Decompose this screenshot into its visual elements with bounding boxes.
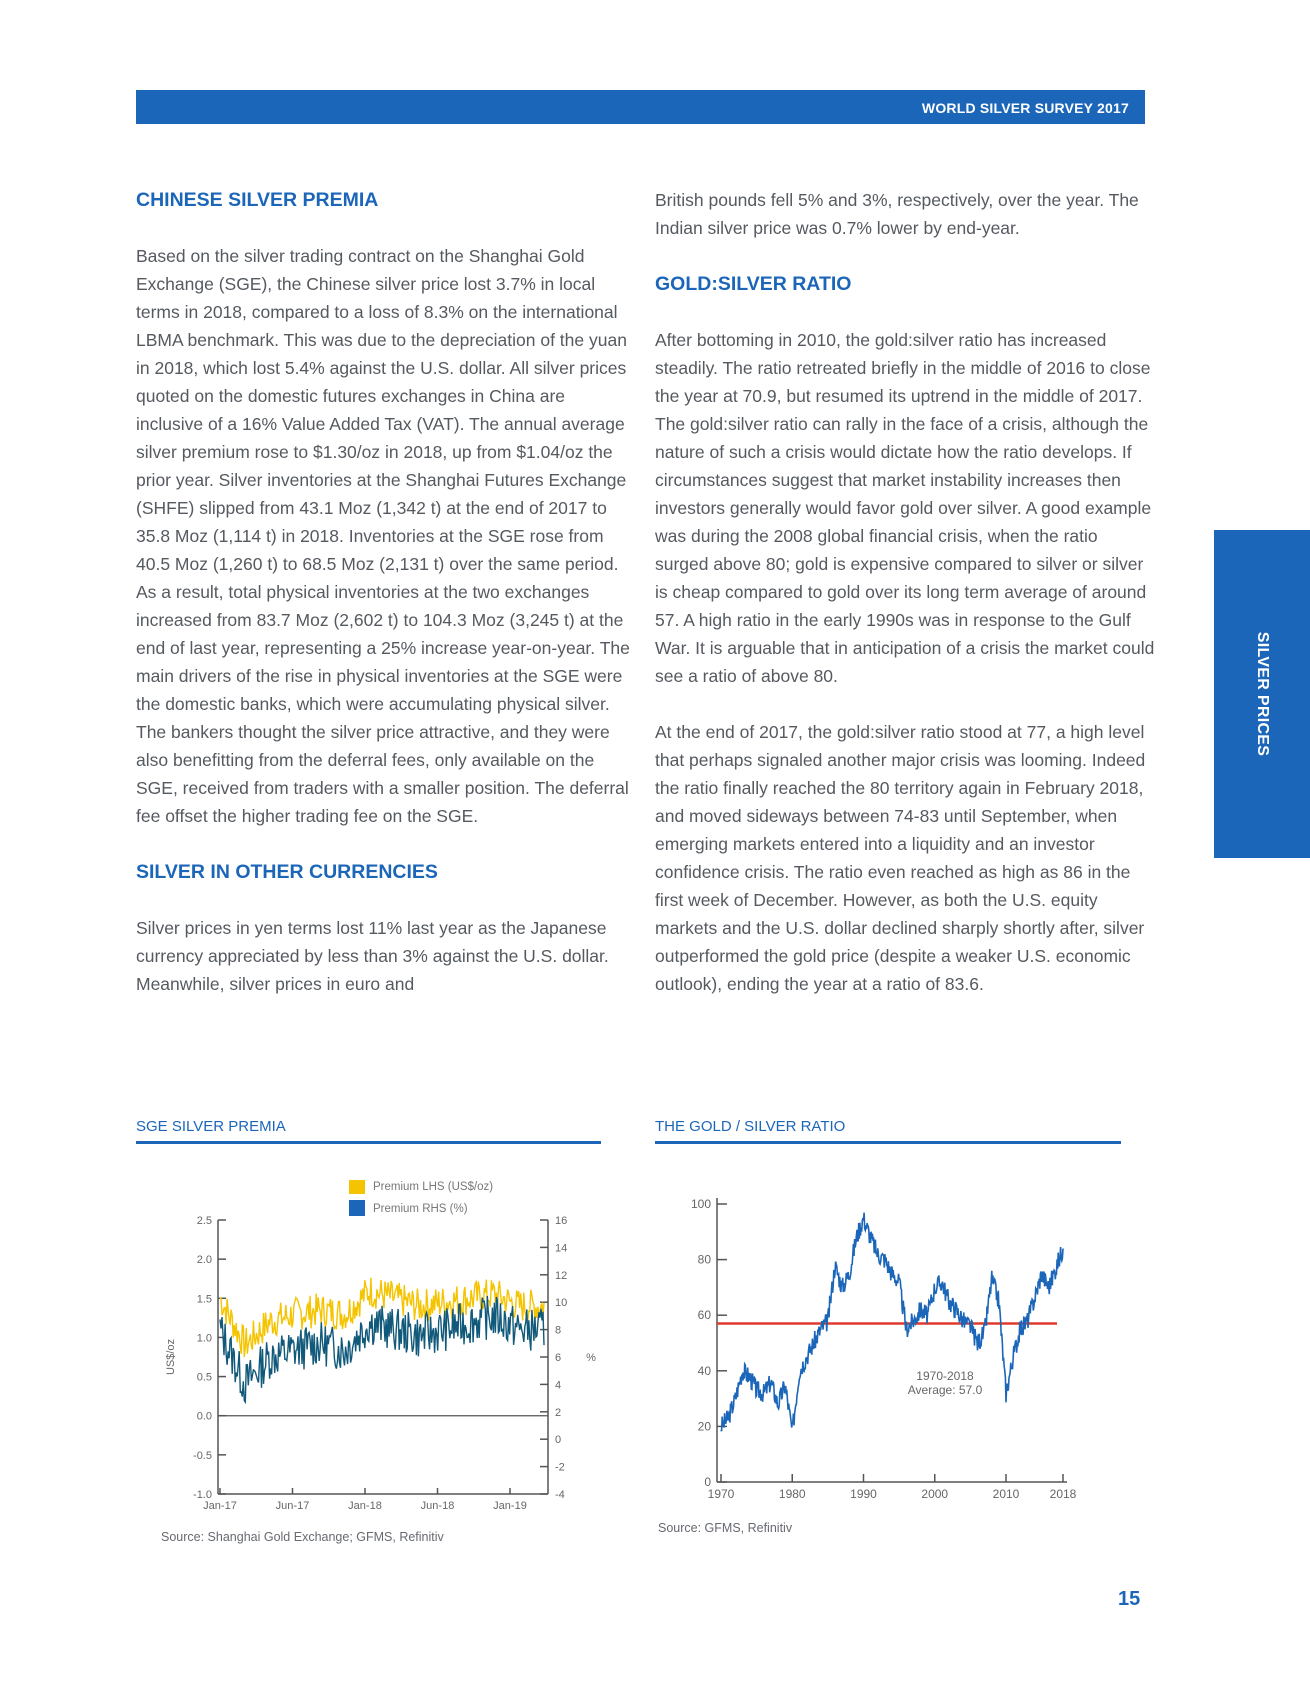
right-tick-label: 14 [555, 1242, 568, 1255]
page-number: 15 [1118, 1588, 1141, 1610]
right-tick-label: -2 [555, 1461, 565, 1474]
right-tick-label: 10 [555, 1297, 568, 1310]
heading-other-currencies: SILVER IN OTHER CURRENCIES [136, 861, 438, 883]
y-tick-label: 80 [697, 1252, 711, 1267]
right-column [655, 186, 1155, 998]
left-tick-label: 0.0 [196, 1410, 212, 1423]
header-bar [136, 90, 1145, 124]
x-tick-label: Jan-19 [493, 1500, 527, 1512]
legend-swatch-premium-pct [349, 1200, 365, 1216]
legend-label-premium-pct: Premium RHS (%) [373, 1203, 468, 1215]
annotation-period: 1970-2018 [916, 1369, 974, 1383]
y-axis-title: US$/oz [165, 1338, 177, 1376]
x-tick-label: Jun-18 [420, 1500, 455, 1512]
heading-gold-silver-ratio: GOLD:SILVER RATIO [655, 273, 852, 295]
chart-rule-right [655, 1141, 1121, 1144]
left-tick-label: -0.5 [193, 1449, 212, 1462]
paragraph-other-currencies: Silver prices in yen terms lost 11% last year as the Japanese currency appreciated by less than 3% against the U.S. dollar. Meanwhile, silver prices in euro and [136, 918, 609, 994]
right-tick-label: -4 [555, 1489, 565, 1501]
right-tick-label: 8 [555, 1324, 562, 1337]
right-tick-label: 4 [555, 1379, 562, 1392]
y-tick-label: 100 [690, 1197, 711, 1211]
section-side-tab [1214, 530, 1310, 858]
gold-silver-ratio-line [721, 1213, 1063, 1432]
sge-premia-chart [136, 1180, 616, 1540]
chart-rule-left [136, 1141, 601, 1144]
side-tab-label: SILVER PRICES [1254, 631, 1271, 757]
legend-swatch-premium-usd [349, 1180, 365, 1194]
x-tick-label: 1970 [707, 1487, 735, 1501]
y-tick-label: 20 [697, 1419, 711, 1434]
x-tick-label: 2018 [1049, 1487, 1077, 1501]
y-tick-label: 40 [697, 1363, 711, 1378]
right-tick-label: 0 [555, 1434, 562, 1447]
header-title: WORLD SILVER SURVEY 2017 [921, 100, 1129, 116]
right-tick-label: 2 [555, 1406, 562, 1419]
x-tick-label: 2010 [992, 1487, 1020, 1501]
right-tick-label: 6 [555, 1352, 562, 1364]
series-premium-pct-line [220, 1296, 544, 1402]
y-tick-label: 60 [697, 1308, 711, 1323]
gold-silver-ratio-chart [655, 1180, 1115, 1520]
x-tick-label: Jan-17 [203, 1500, 237, 1512]
x-tick-label: Jun-17 [275, 1500, 310, 1512]
left-tick-label: 2.5 [196, 1215, 212, 1227]
annotation-average: Average: 57.0 [907, 1383, 983, 1397]
right-tick-label: 12 [555, 1269, 568, 1282]
paragraph-chinese-premia: Based on the silver trading contract on the Shanghai Gold Exchange (SGE), the Chinese silver price lost 3.7% in local terms in 2018, compared to a loss of 8.3% on the international LBMA benchmark. This was due to the depreciation of the yuan in 2018, which lost 5.4% against the U.S. dollar. All silver prices quoted on the domestic futures exchanges in China are inclusive of a 16% Value Added Tax (VAT). The annual average silver premium rose to $1.30/oz in 2018, up from $1.04/oz the prior year. Silver inventories at the Shanghai Futures Exchange (SHFE) slipped from 43.1 Moz (1,342 t) at the end of 2017 to 35.8 Moz (1,114 t) in 2018. Inventories at the SGE rose from 40.5 Moz (1,260 t) to 68.5 Moz (2,131 t) over the same period. As a result, total physical inventories at the two exchanges increased from 83.7 Moz (2,602 t) to 104.3 Moz (3,245 t) at the end of last year, representing a 25% increase year-on-year. The main drivers of the rise in physical inventories at the SGE were the domestic banks, which were accumulating physical silver. The bankers thought the silver price attractive, and they were also benefitting from the deferral fees, only available on the SGE, received from traders with a smaller position. The deferral fee offset the higher trading fee on the SGE. [136, 246, 630, 826]
legend-label-premium-usd: Premium LHS (US$/oz) [373, 1181, 494, 1193]
left-tick-label: 1.5 [196, 1293, 212, 1306]
y2-axis-title: % [586, 1352, 596, 1364]
source-gold-silver-ratio: Source: GFMS, Refinitiv [658, 1521, 793, 1535]
x-tick-label: 2000 [921, 1487, 949, 1501]
left-tick-label: 2.0 [196, 1254, 212, 1267]
x-tick-label: 1990 [850, 1487, 877, 1501]
x-tick-label: 1980 [778, 1487, 806, 1501]
chart-title-gold-silver-ratio: THE GOLD / SILVER RATIO [655, 1118, 846, 1135]
right-tick-label: 16 [555, 1215, 568, 1227]
paragraph-ratio-1: After bottoming in 2010, the gold:silver ratio has increased steadily. The ratio retreated briefly in the middle of 2016 to close the year at 70.9, but resumed its uptrend in the middle of 2017. The gold:silver ratio can rally in the face of a crisis, although the nature of such a crisis would dictate how the ratio develops. If circumstances suggest that market instability increases then investors generally would favor gold over silver. A good example was during the 2008 global financial crisis, when the ratio surged above 80; gold is expensive compared to silver or silver is cheap compared to gold over its long term average of around 57. A high ratio in the early 1990s was in response to the Gulf War. It is arguable that in anticipation of a crisis the market could see a ratio of above 80. [655, 330, 1155, 686]
left-tick-label: 1.0 [196, 1332, 212, 1345]
left-column [136, 186, 636, 998]
chart-title-sge-premia: SGE SILVER PREMIA [136, 1118, 286, 1135]
heading-chinese-silver-premia: CHINESE SILVER PREMIA [136, 189, 379, 211]
paragraph-ratio-2: At the end of 2017, the gold:silver ratio stood at 77, a high level that perhaps signaled another major crisis was looming. Indeed the ratio finally reached the 80 territory again in February 2018, and moved sideways between 74-83 until September, when emerging markets entered into a liquidity and an investor confidence crisis. The ratio even reached as high as 86 in the first week of December. However, as both the U.S. equity markets and the U.S. dollar declined sharply shortly after, silver outperformed the gold price (despite a weaker U.S. economic outlook), ending the year at a ratio of 83.6. [655, 722, 1146, 994]
x-tick-label: Jan-18 [348, 1500, 382, 1512]
left-tick-label: 0.5 [196, 1371, 212, 1384]
source-sge-premia: Source: Shanghai Gold Exchange; GFMS, Refinitiv [161, 1530, 444, 1544]
left-tick-label: -1.0 [193, 1489, 212, 1501]
y-tick-label: 0 [704, 1475, 711, 1489]
paragraph-currencies-continued: British pounds fell 5% and 3%, respectively, over the year. The Indian silver price was 0.7% lower by end-year. [655, 190, 1139, 238]
